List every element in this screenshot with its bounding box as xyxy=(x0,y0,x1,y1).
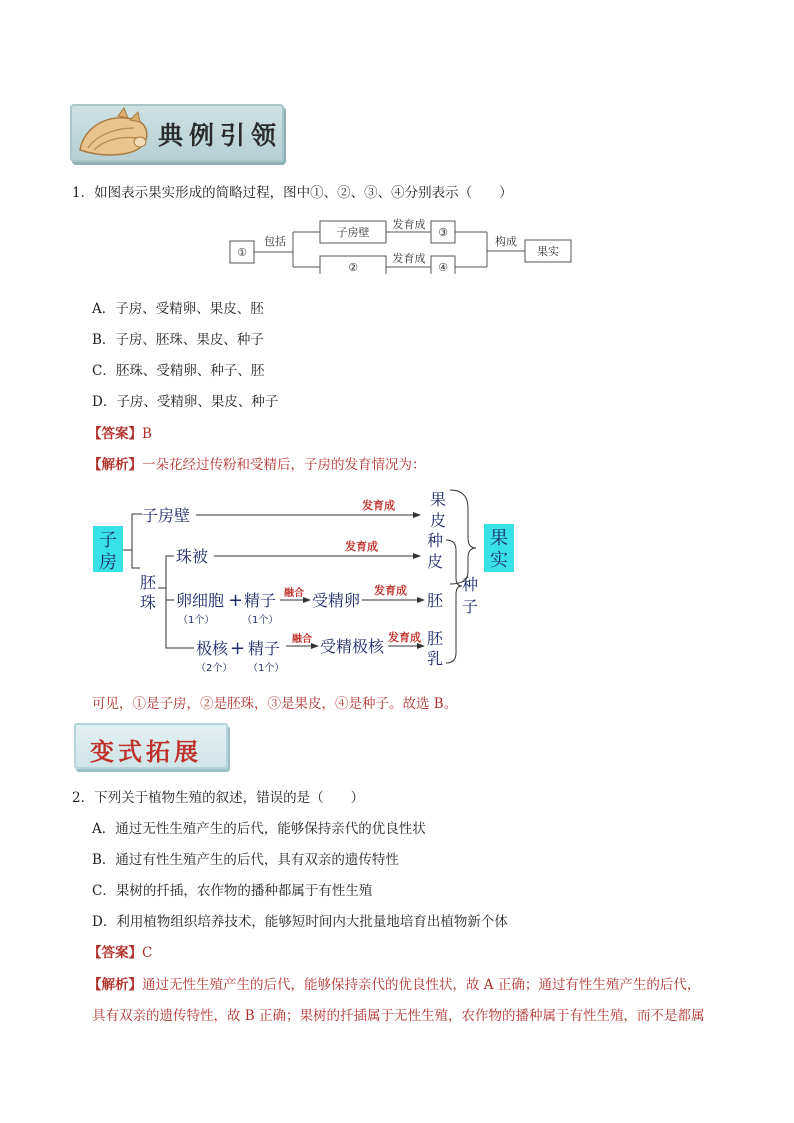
q2-analysis xyxy=(88,976,700,994)
label-zifangbi: 子房壁 xyxy=(336,226,370,239)
answer-value: C xyxy=(142,945,153,961)
box-2-label: ② xyxy=(348,261,358,274)
label-goucheng: 构成 xyxy=(495,235,517,248)
answer-value: B xyxy=(142,426,152,442)
ovary-development-diagram xyxy=(90,488,530,673)
analysis-text: 一朵花经过传粉和受精后，子房的发育情况为： xyxy=(142,457,426,473)
label-zifang-1: 子 xyxy=(99,530,117,551)
label-zifang-2: 房 xyxy=(99,552,117,573)
box-4-label: ④ xyxy=(438,261,448,274)
section-banner-variations xyxy=(74,723,228,769)
node-jingzi-2: 精子 xyxy=(248,639,281,658)
q2-option-a[interactable]: A．通过无性生殖产生的后代，能够保持亲代的优良性状 xyxy=(92,821,426,837)
answer-label: 【答案】 xyxy=(88,426,142,442)
node-zhongzi-2: 子 xyxy=(462,597,479,616)
arrow-label-a: 发育成 xyxy=(362,499,395,512)
arrow-label-ronghe-1: 融合 xyxy=(284,588,304,599)
label-baokuo: 包括 xyxy=(264,235,286,248)
question-1-stem: 1．如图表示果实形成的简略过程，图中①、②、③、④分别表示（ ） xyxy=(72,185,513,201)
node-zifangbi: 子房壁 xyxy=(142,506,191,525)
node-peizhu-2: 珠 xyxy=(140,593,157,612)
arrow-label-b: 发育成 xyxy=(345,540,378,553)
node-peizhu-1: 胚 xyxy=(140,573,157,592)
q1-analysis xyxy=(88,456,426,474)
fruit-formation-schematic xyxy=(225,214,575,274)
q1-option-b[interactable]: B．子房、胚珠、果皮、种子 xyxy=(92,332,264,348)
node-shoujingluan: 受精卵 xyxy=(312,591,361,610)
q2-option-b[interactable]: B．通过有性生殖产生的后代，具有双亲的遗传特性 xyxy=(92,852,399,868)
node-zhubei: 珠被 xyxy=(176,547,209,566)
plus-1: + xyxy=(228,590,244,611)
q2-answer xyxy=(88,944,152,962)
section-banner-examples xyxy=(70,104,284,162)
node-jingzi-1: 精子 xyxy=(244,591,277,610)
count-luan: （1个） xyxy=(178,615,215,626)
q1-option-a[interactable]: A．子房、受精卵、果皮、胚 xyxy=(92,301,264,317)
node-guopi-1: 果 xyxy=(430,490,447,509)
plus-2: + xyxy=(230,638,246,659)
q2-option-d[interactable]: D．利用植物组织培养技术，能够短时间内大批量地培育出植物新个体 xyxy=(92,914,508,930)
node-zhongzi-1: 种 xyxy=(462,575,479,594)
q1-option-d[interactable]: D．子房、受精卵、果皮、种子 xyxy=(92,394,279,410)
question-2-stem: 2．下列关于植物生殖的叙述，错误的是（ ） xyxy=(72,790,365,806)
arrow-label-d: 发育成 xyxy=(388,631,421,644)
q1-conclusion: 可见，①是子房，②是胚珠，③是果皮，④是种子。故选 B。 xyxy=(92,696,458,712)
q2-option-c[interactable]: C．果树的扦插，农作物的播种都属于有性生殖 xyxy=(92,883,373,899)
arrow-label-c: 发育成 xyxy=(374,584,407,597)
banner-title: 典例引领 xyxy=(158,121,283,150)
analysis-label: 【解析】 xyxy=(88,977,142,993)
arrow-label-ronghe-2: 融合 xyxy=(292,634,312,645)
node-pei: 胚 xyxy=(427,591,444,610)
analysis-text-line-2: 具有双亲的遗传特性，故 B 正确；果树的扦插属于无性生殖，农作物的播种属于有性生殖，而不是都属 xyxy=(92,1008,705,1024)
banner-title: 变式拓展 xyxy=(90,737,202,766)
node-peiru-2: 乳 xyxy=(427,649,444,668)
node-guopi-2: 皮 xyxy=(430,511,447,530)
node-zhongpi-2: 皮 xyxy=(427,552,444,571)
node-luanxibao: 卵细胞 xyxy=(176,591,225,610)
analysis-text-line-1: 通过无性生殖产生的后代，能够保持亲代的优良性状，故 A 正确；通过有性生殖产生的后代， xyxy=(142,977,701,993)
node-zhongpi-1: 种 xyxy=(427,531,444,550)
conch-shell-icon xyxy=(74,106,154,162)
answer-label: 【答案】 xyxy=(88,945,142,961)
label-fayucheng-bottom: 发育成 xyxy=(392,252,426,265)
q1-option-c[interactable]: C．胚珠、受精卵、种子、胚 xyxy=(92,363,265,379)
node-peiru-1: 胚 xyxy=(427,629,444,648)
label-guoshi-1: 果 xyxy=(490,528,508,549)
count-jingzi-1: （1个） xyxy=(242,615,279,626)
label-guoshi-2: 实 xyxy=(490,550,508,571)
box-1-label: ① xyxy=(237,246,247,259)
label-fayucheng-top: 发育成 xyxy=(392,218,426,231)
node-shoujingjihe: 受精极核 xyxy=(320,637,385,656)
count-jihe: （2个） xyxy=(196,663,233,673)
box-3-label: ③ xyxy=(438,226,448,239)
q1-answer xyxy=(88,425,152,443)
node-jihe: 极核 xyxy=(196,639,229,658)
analysis-label: 【解析】 xyxy=(88,457,142,473)
label-guoshi: 果实 xyxy=(537,245,559,258)
count-jingzi-2: （1个） xyxy=(248,663,285,673)
